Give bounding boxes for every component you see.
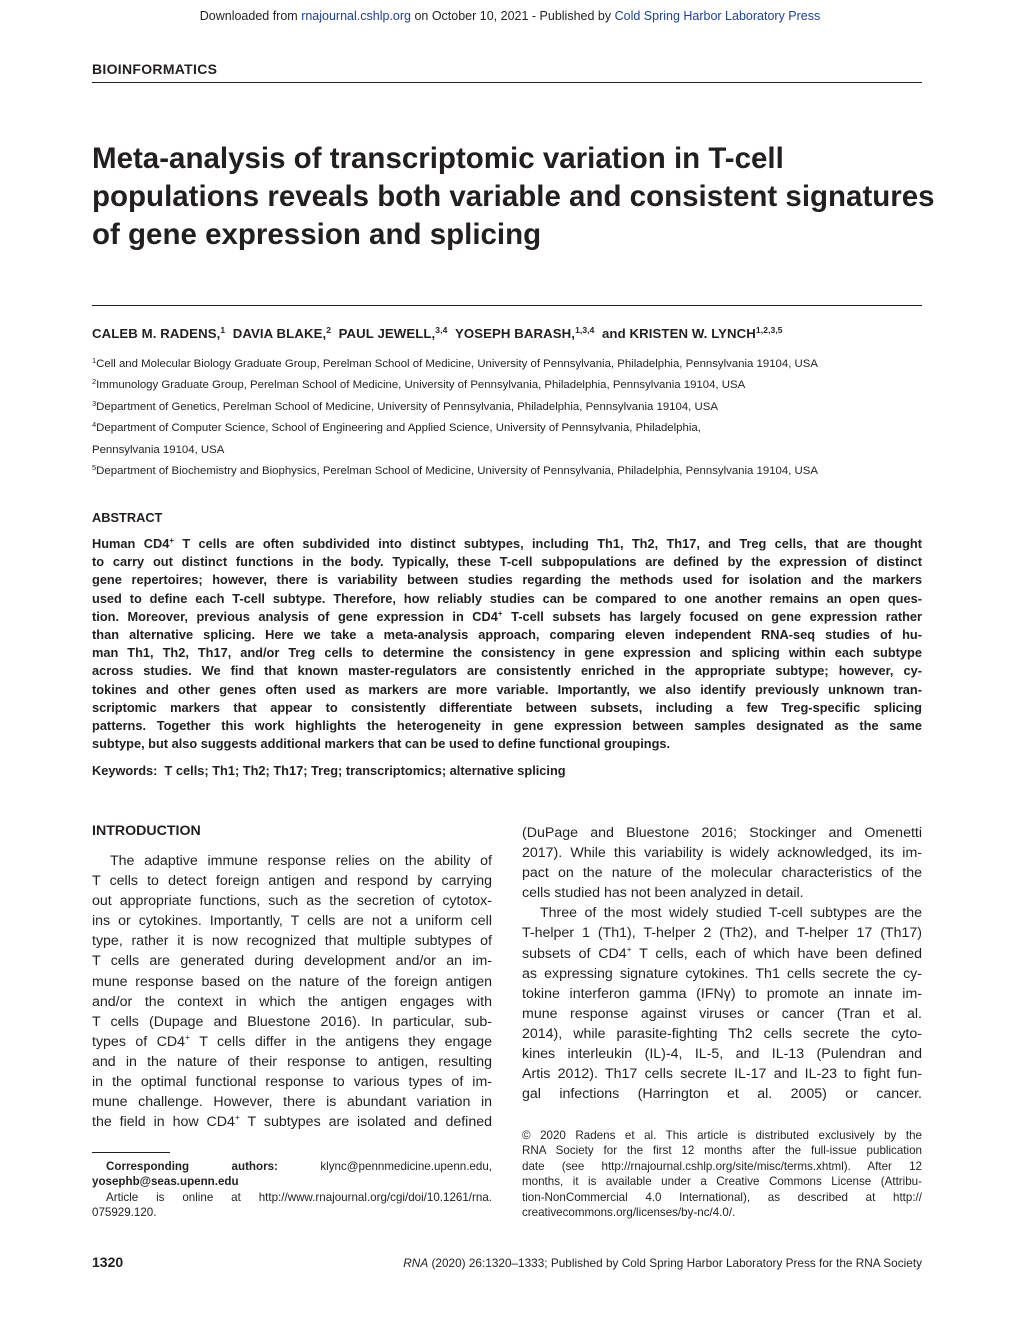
author: PAUL JEWELL,$^{3,4}$: [338, 325, 448, 341]
abstract-line: gene repertoires; however, there is variability between studies regarding the methods used for isolation and the markers: [92, 572, 922, 588]
introduction-text-left: [92, 851, 492, 1132]
keywords: [92, 763, 566, 778]
body-line: 2014), while parasite-fighting Th2 cells secrete the cyto-: [522, 1025, 922, 1042]
license-line: creativecommons.org/licenses/by-nc/4.0/.: [522, 1206, 736, 1220]
author-list: [92, 325, 932, 341]
keywords-list: T cells; Th1; Th2; Th17; Treg; transcriptomics; alternative splicing: [164, 763, 566, 778]
introduction-heading: INTRODUCTION: [92, 823, 201, 839]
author: and KRISTEN W. LYNCH$^{1,2,3,5}$: [602, 325, 783, 341]
banner-middle: on October 10, 2021 - Published by: [410, 9, 615, 23]
footer-citation: RNA (2020) 26:1320–1333; Published by Cold Spring Harbor Laboratory Press for the RNA Society: [403, 1256, 922, 1270]
email-link[interactable]: klync@pennmedicine.upenn.edu,: [320, 1160, 492, 1173]
download-banner: [0, 9, 1020, 23]
left-column: [92, 823, 492, 1132]
abstract-line: Human CD4+ T cells are often subdivided into distinct subtypes, including Th1, Th2, Th17, and Treg cells, that are thought: [92, 536, 922, 551]
body-line: kines interleukin (IL)-4, IL-5, and IL-13 (Pulendran and: [522, 1046, 922, 1063]
banner-prefix: Downloaded from: [199, 9, 302, 23]
body-line: as expressing signature cytokines. Th1 cells secrete the cy-: [522, 965, 922, 982]
body-line: out appropriate functions, such as the secretion of cytotox-: [92, 893, 492, 910]
abstract-heading: ABSTRACT: [92, 510, 163, 525]
body-line: T cells to detect foreign antigen and respond by carrying: [92, 873, 492, 890]
abstract-line: used to define each T-cell subtype. Therefore, how reliably studies can be compared to one another remains an open ques-: [92, 590, 922, 606]
affiliation: $^4$Department of Computer Science, School of Engineering and Applied Science, University of Pennsylvania, Philadelphia,: [92, 420, 701, 435]
abstract-line: tokines and other genes often used as markers are more variable. Importantly, we also identify previously unknown tran-: [92, 681, 922, 697]
abstract-line: tion. Moreover, previous analysis of gene expression in CD4+ T-cell subsets has largely focused on gene expression rather: [92, 608, 922, 624]
body-line: subsets of CD4+ T cells, each of which have been defined: [522, 943, 922, 962]
body-line: Artis 2012). Th17 cells secrete IL-17 and IL-23 to fight fun-: [522, 1066, 922, 1083]
body-line: gal infections (Harrington et al. 2005) or cancer.: [522, 1086, 922, 1103]
abstract-line: across studies. We find that known master-regulators are consistently enriched in the appropriate subtype; however, cy-: [92, 663, 922, 679]
title-line: Meta-analysis of transcriptomic variation in T-cell: [92, 142, 784, 175]
affiliation: $^2$Immunology Graduate Group, Perelman School of Medicine, University of Pennsylvania, Philadelphia, Pennsylvania 19104, USA: [92, 377, 746, 392]
header-rule: [92, 82, 922, 83]
body-line: mune challenge. However, there is abundant variation in: [92, 1094, 492, 1111]
affiliation: Pennsylvania 19104, USA: [92, 443, 225, 456]
body-line: T cells (Dupage and Bluestone 2016). In particular, sub-: [92, 1013, 492, 1030]
correspondence-line: Corresponding authors: klync@pennmedicine.upenn.edu,: [106, 1160, 492, 1173]
body-line: pact on the nature of the molecular characteristics of the: [522, 865, 922, 882]
affiliation: $^5$Department of Biochemistry and Biophysics, Perelman School of Medicine, University of Pennsylvania, Philadelphia, Pennsylvania 19104, USA: [92, 463, 818, 478]
article-title: [92, 140, 935, 254]
affiliations: [92, 352, 932, 480]
body-line: tokine interferon gamma (IFNγ) to promote an innate im-: [522, 985, 922, 1002]
author: YOSEPH BARASH,$^{1,3,4}$: [454, 325, 595, 341]
license-note: [522, 1128, 922, 1220]
body-line: the field in how CD4+ T subtypes are isolated and defined: [92, 1112, 492, 1131]
affiliation: $^3$Department of Genetics, Perelman School of Medicine, University of Pennsylvania, Philadelphia, Pennsylvania 19104, USA: [92, 398, 718, 413]
abstract-line: than alternative splicing. Here we take a meta-analysis approach, comparing eleven independent RNA-seq studies of hu-: [92, 627, 922, 643]
body-line: and in the nature of their response to antigen, resulting: [92, 1053, 492, 1070]
body-line: type, rather it is now recognized that multiple subtypes of: [92, 933, 492, 950]
body-line: cells studied has not been analyzed in detail.: [522, 885, 804, 902]
abstract-body: [92, 535, 922, 753]
abstract-line: man Th1, Th2, Th17, and/or Treg cells to determine the consistency in gene expression and splicing within each subtype: [92, 645, 922, 661]
page-number: 1320: [92, 1254, 124, 1270]
body-line: Three of the most widely studied T-cell subtypes are the: [540, 905, 922, 922]
email-link[interactable]: yosephb@seas.upenn.edu: [92, 1175, 239, 1189]
author: DAVIA BLAKE,$^2$: [232, 325, 332, 341]
body-line: The adaptive immune response relies on the ability of: [110, 853, 492, 869]
abstract-line: to carry out distinct functions in the body. Typically, these T-cell subpopulations are defined by the expression of distinct: [92, 554, 922, 570]
body-line: (DuPage and Bluestone 2016; Stockinger and Omenetti: [522, 825, 922, 841]
footnote-rule: [92, 1152, 170, 1153]
body-line: 2017). While this variability is widely acknowledged, its im-: [522, 845, 922, 862]
article-online-line: 075929.120.: [92, 1206, 157, 1220]
body-line: types of CD4+ T cells differ in the antigens they engage: [92, 1031, 492, 1050]
abstract-line: scriptomic markers that appear to consistently differentiate between subsets, including a few Treg-specific splicing: [92, 699, 922, 715]
correspondence-note: [92, 1159, 492, 1221]
license-line: months, it is available under a Creative Commons License (Attribu-: [522, 1175, 922, 1189]
author: CALEB M. RADENS,$^1$: [92, 325, 226, 341]
correspondence-line: [92, 1174, 492, 1189]
article-online-line: Article is online at http://www.rnajournal.org/cgi/doi/10.1261/rna.: [106, 1190, 492, 1204]
body-line: T-helper 1 (Th1), T-helper 2 (Th2), and T-helper 17 (Th17): [522, 925, 922, 942]
body-line: and/or the context in which the antigen engages with: [92, 993, 492, 1010]
body-line: in the optimal functional response to various types of im-: [92, 1074, 492, 1091]
abstract-line: subtype, but also suggests additional markers that can be used to define functional groupings.: [92, 736, 671, 752]
body-line: mune response against viruses or cancer (Tran et al.: [522, 1005, 922, 1022]
title-line: of gene expression and splicing: [92, 218, 542, 251]
license-line: © 2020 Radens et al. This article is distributed exclusively by the: [522, 1129, 922, 1142]
license-line: RNA Society for the first 12 months after the full-issue publication: [522, 1144, 922, 1158]
title-line: populations reveals both variable and consistent signatures: [92, 180, 935, 213]
abstract-line: patterns. Together this work highlights the heterogeneity in gene expression between samples designated as the same: [92, 718, 922, 734]
affiliation: $^1$Cell and Molecular Biology Graduate Group, Perelman School of Medicine, University of Pennsylvania, Philadelphia, Pennsylvania 19104, USA: [92, 356, 818, 370]
body-line: mune response based on the nature of the foreign antigen: [92, 973, 492, 990]
body-line: ins or cytokines. Importantly, T cells are not a uniform cell: [92, 913, 492, 930]
journal-site-link[interactable]: rnajournal.cshlp.org: [301, 9, 411, 23]
section-tag: BIOINFORMATICS: [92, 61, 218, 77]
body-line: T cells are generated during development and/or an im-: [92, 953, 492, 970]
license-line: date (see http://rnajournal.cshlp.org/site/misc/terms.xhtml). After 12: [522, 1159, 922, 1173]
publisher-link[interactable]: Cold Spring Harbor Laboratory Press: [614, 9, 821, 23]
keywords-label: Keywords:: [92, 763, 158, 778]
title-rule: [92, 305, 922, 306]
right-column: [522, 823, 922, 1104]
license-line: tion-NonCommercial 4.0 International), as described at http://: [522, 1190, 922, 1204]
introduction-text-right: [522, 823, 922, 1104]
